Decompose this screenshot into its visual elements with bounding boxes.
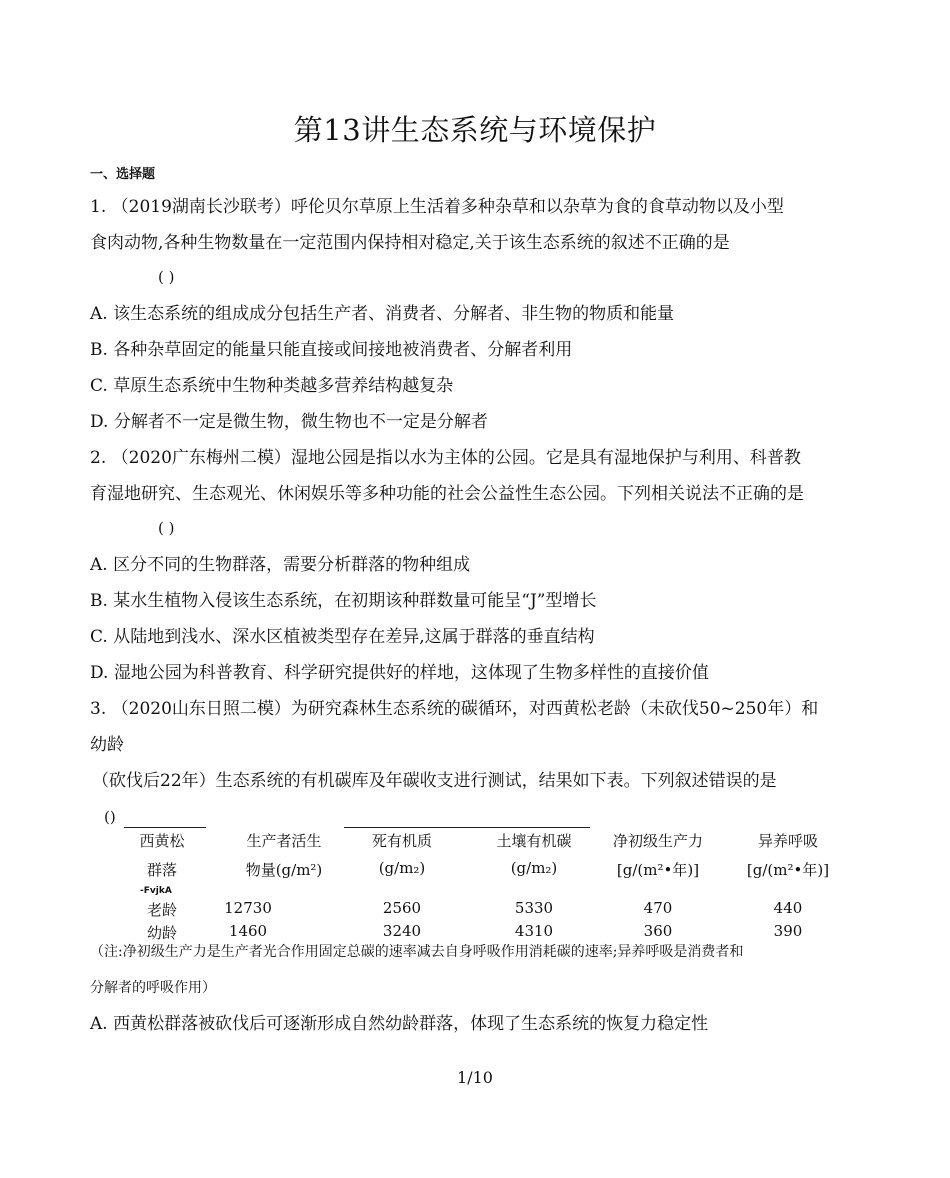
q1-option-d: D. 分解者不一定是微生物，微生物也不一定是分解者 xyxy=(90,412,488,432)
table-header-biomass: 生产者活生 xyxy=(246,832,322,850)
page-title: 第13讲生态系统与环境保护 xyxy=(293,113,657,147)
page-number: 1/10 xyxy=(457,1068,493,1087)
q2-stem: 2. （2020广东梅州二模）湿地公园是指以水为主体的公园。它是具有湿地保护与利用、科普教 xyxy=(90,448,801,468)
table-cell-old-biomass: 12730 xyxy=(224,899,272,917)
q1-answer-blank: ( ) xyxy=(158,268,175,286)
q3-stem-cont: 幼龄 xyxy=(90,735,124,755)
q1-option-c: C. 草原生态系统中生物种类越多营养结构越复杂 xyxy=(90,376,454,396)
q1-stem: 1. （2019湖南长沙联考）呼伦贝尔草原上生活着多种杂草和以杂草为食的食草动物以及小型 xyxy=(90,197,784,217)
section-heading: 一、选择题 xyxy=(90,167,156,182)
table-header-species: 西黄松 xyxy=(139,832,185,850)
table-header-npp: 净初级生产力 xyxy=(612,832,703,850)
table-cell-young-dead-matter: 3240 xyxy=(382,922,422,940)
q2-option-d: D. 湿地公园为科普教育、科学研究提供好的样地，这体现了生物多样性的直接价值 xyxy=(90,663,709,683)
table-header-respiration: 异养呼吸 xyxy=(757,832,818,850)
table-unit-dead-matter: (g/m₂) xyxy=(378,859,426,877)
q2-option-c: C. 从陆地到浅水、深水区植被类型存在差异,这属于群落的垂直结构 xyxy=(90,627,595,647)
q2-option-b: B. 某水生植物入侵该生态系统，在初期该种群数量可能呈“J”型增长 xyxy=(90,591,597,611)
table-cell-young-respiration: 390 xyxy=(773,922,803,940)
table-cell-young-label: 幼龄 xyxy=(146,924,177,942)
q2-answer-blank: ( ) xyxy=(158,519,175,537)
table-header-dead-matter: 死有机质 xyxy=(371,832,432,850)
table-cell-old-soil-carbon: 5330 xyxy=(514,899,554,917)
q3-answer-blank: () xyxy=(104,808,116,826)
q2-stem-cont: 育湿地研究、生态观光、休闲娱乐等多种功能的社会公益性生态公园。下列相关说法不正确的是 xyxy=(90,484,804,504)
table-top-rule-mid xyxy=(344,827,590,828)
table-note-cont: 分解者的呼吸作用） xyxy=(90,980,216,996)
q1-option-b: B. 各种杂草固定的能量只能直接或间接地被消费者、分解者利用 xyxy=(90,340,573,360)
q3-stem-cont2: （砍伐后22年）生态系统的有机碳库及年碳收支进行测试，结果如下表。下列叙述错误的是 xyxy=(92,771,777,791)
data-table xyxy=(0,830,950,940)
q1-stem-cont: 食肉动物,各种生物数量在一定范围内保持相对稳定,关于该生态系统的叙述不正确的是 xyxy=(90,233,730,253)
table-unit-soil-carbon: (g/m₂) xyxy=(510,859,558,877)
table-cell-young-npp: 360 xyxy=(643,922,673,940)
q3-option-a: A. 西黄松群落被砍伐后可逐渐形成自然幼龄群落，体现了生态系统的恢复力稳定性 xyxy=(90,1014,709,1034)
table-top-rule-left xyxy=(124,827,206,828)
table-cell-old-dead-matter: 2560 xyxy=(382,899,422,917)
table-cell-old-label: 老龄 xyxy=(146,901,177,919)
q1-option-a: A. 该生态系统的组成成分包括生产者、消费者、分解者、非生物的物质和能量 xyxy=(90,304,675,324)
table-unit-biomass: 物量(g/m²) xyxy=(245,861,323,879)
table-cell-young-biomass: 1460 xyxy=(228,922,268,940)
q2-option-a: A. 区分不同的生物群落，需要分析群落的物种组成 xyxy=(90,555,471,575)
table-cell-young-soil-carbon: 4310 xyxy=(514,922,554,940)
table-cell-old-npp: 470 xyxy=(643,899,673,917)
scan-artifact-text: -FvjkA xyxy=(140,886,172,896)
table-subheader-community: 群落 xyxy=(146,861,177,879)
table-note: （注:净初级生产力是生产者光合作用固定总碳的速率减去自身呼吸作用消耗碳的速率;异养呼吸是消费者和 xyxy=(90,944,744,960)
table-unit-npp: [g/(m²•年)] xyxy=(616,861,700,879)
table-header-soil-carbon: 土壤有机碳 xyxy=(496,832,572,850)
q3-stem: 3. （2020山东日照二模）为研究森林生态系统的碳循环，对西黄松老龄（未砍伐50~250年）和 xyxy=(90,699,819,719)
table-unit-respiration: [g/(m²•年)] xyxy=(746,861,830,878)
table-cell-old-respiration: 440 xyxy=(773,899,803,917)
